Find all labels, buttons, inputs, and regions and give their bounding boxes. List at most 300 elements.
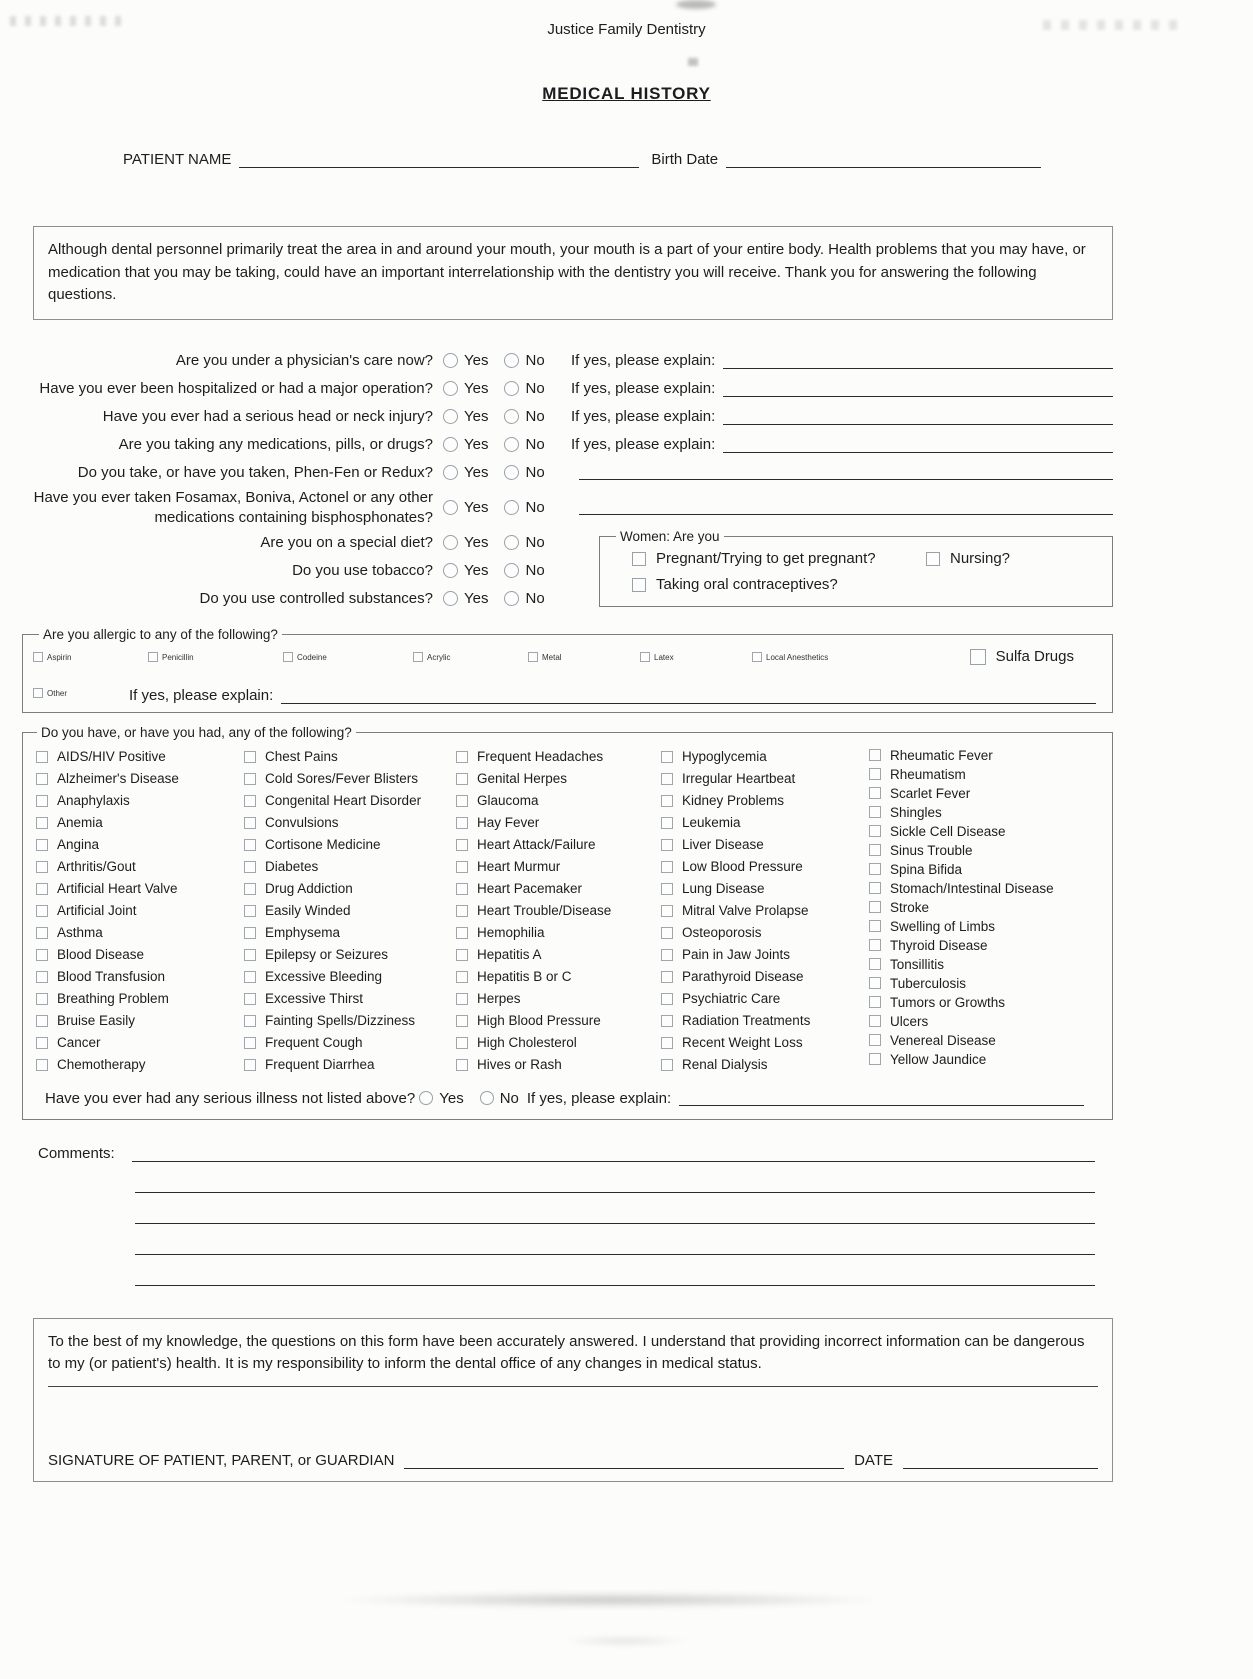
question-row bbox=[28, 347, 1113, 375]
condition-checkbox[interactable] bbox=[456, 883, 468, 895]
allergy-option bbox=[148, 652, 283, 662]
condition-option bbox=[869, 898, 1104, 917]
condition-option bbox=[661, 1054, 869, 1076]
comments-head bbox=[38, 1142, 1095, 1162]
condition-option bbox=[36, 790, 244, 812]
women-options bbox=[610, 546, 1102, 598]
condition-option bbox=[661, 1032, 869, 1054]
condition-option bbox=[36, 834, 244, 856]
condition-option bbox=[661, 900, 869, 922]
condition-option bbox=[36, 768, 244, 790]
condition-checkbox[interactable] bbox=[244, 971, 256, 983]
condition-option bbox=[36, 856, 244, 878]
yes-no-group bbox=[443, 408, 571, 425]
condition-option bbox=[456, 790, 661, 812]
condition-checkbox[interactable] bbox=[661, 905, 673, 917]
allergy-option-sulfa bbox=[970, 648, 1074, 665]
explain-area bbox=[571, 500, 1113, 515]
condition-checkbox[interactable] bbox=[456, 773, 468, 785]
sulfa-drugs-checkbox[interactable] bbox=[970, 649, 986, 665]
yes-radio[interactable] bbox=[443, 563, 458, 578]
yes-label: Yes bbox=[464, 562, 489, 579]
condition-label: Glaucoma bbox=[477, 793, 539, 808]
condition-option bbox=[244, 878, 456, 900]
condition-option bbox=[36, 878, 244, 900]
intro-paragraph: Although dental personnel primarily treat the area in and around your mouth, your mouth is a part of your entire body. Health problems that you may have, or medication that you may be taking, could have an important interrelationship with the dentistry you will receive. Thank you for answering the following questions. bbox=[33, 226, 1113, 320]
condition-label: Blood Disease bbox=[57, 947, 145, 962]
date-input-line[interactable] bbox=[903, 1454, 1098, 1469]
lifestyle-questions bbox=[28, 529, 573, 613]
condition-checkbox[interactable] bbox=[869, 1053, 881, 1065]
condition-checkbox[interactable] bbox=[456, 1015, 468, 1027]
condition-checkbox[interactable] bbox=[869, 1015, 881, 1027]
condition-option bbox=[869, 1050, 1104, 1069]
allergy-label: Metal bbox=[542, 652, 562, 662]
condition-option bbox=[244, 746, 456, 768]
condition-option bbox=[456, 746, 661, 768]
condition-checkbox[interactable] bbox=[869, 768, 881, 780]
condition-option bbox=[456, 878, 661, 900]
condition-option bbox=[661, 768, 869, 790]
condition-checkbox[interactable] bbox=[244, 751, 256, 763]
condition-option bbox=[456, 834, 661, 856]
explain-label: If yes, please explain: bbox=[571, 352, 716, 369]
allergy-option bbox=[528, 652, 640, 662]
explain-line[interactable] bbox=[579, 500, 1113, 515]
condition-label: Frequent Diarrhea bbox=[265, 1057, 375, 1072]
sulfa-drugs-label: Sulfa Drugs bbox=[995, 648, 1074, 665]
condition-checkbox[interactable] bbox=[456, 993, 468, 1005]
condition-checkbox[interactable] bbox=[661, 1059, 673, 1071]
yes-label: Yes bbox=[464, 499, 489, 516]
condition-label: Ulcers bbox=[890, 1013, 929, 1029]
condition-checkbox[interactable] bbox=[869, 939, 881, 951]
condition-option bbox=[869, 1012, 1104, 1031]
condition-checkbox[interactable] bbox=[869, 882, 881, 894]
yes-radio[interactable] bbox=[443, 409, 458, 424]
condition-label: AIDS/HIV Positive bbox=[57, 749, 166, 764]
women-option-label: Nursing? bbox=[950, 550, 1011, 567]
allergy-label: Latex bbox=[654, 652, 674, 662]
condition-label: Venereal Disease bbox=[890, 1032, 996, 1048]
allergy-checkbox[interactable] bbox=[413, 652, 423, 662]
condition-label: Epilepsy or Seizures bbox=[265, 947, 389, 962]
no-label: No bbox=[525, 590, 545, 607]
condition-checkbox[interactable] bbox=[661, 817, 673, 829]
question-text: Are you taking any medications, pills, or drugs? bbox=[118, 435, 433, 453]
condition-option bbox=[36, 988, 244, 1010]
condition-checkbox[interactable] bbox=[456, 1037, 468, 1049]
no-label: No bbox=[525, 436, 545, 453]
clinic-name: Justice Family Dentistry bbox=[547, 21, 706, 38]
yes-label: Yes bbox=[464, 380, 489, 397]
condition-checkbox[interactable] bbox=[244, 1059, 256, 1071]
condition-checkbox[interactable] bbox=[244, 949, 256, 961]
condition-option bbox=[661, 834, 869, 856]
condition-label: Stomach/Intestinal Disease bbox=[890, 880, 1054, 896]
condition-checkbox[interactable] bbox=[36, 905, 48, 917]
explain-line[interactable] bbox=[723, 354, 1113, 369]
condition-checkbox[interactable] bbox=[456, 927, 468, 939]
condition-checkbox[interactable] bbox=[869, 825, 881, 837]
condition-option bbox=[244, 768, 456, 790]
condition-label: Spina Bifida bbox=[890, 861, 963, 877]
allergy-label: Aspirin bbox=[47, 652, 72, 662]
condition-label: Anemia bbox=[57, 815, 103, 830]
signature-input-line[interactable] bbox=[404, 1454, 844, 1469]
comments-section bbox=[38, 1142, 1095, 1286]
no-radio[interactable] bbox=[504, 381, 519, 396]
condition-option bbox=[661, 812, 869, 834]
condition-checkbox[interactable] bbox=[869, 977, 881, 989]
condition-checkbox[interactable] bbox=[661, 949, 673, 961]
condition-label: Chemotherapy bbox=[57, 1057, 146, 1072]
no-radio[interactable] bbox=[504, 465, 519, 480]
condition-checkbox[interactable] bbox=[36, 795, 48, 807]
condition-checkbox[interactable] bbox=[244, 1037, 256, 1049]
condition-checkbox[interactable] bbox=[456, 971, 468, 983]
no-radio[interactable] bbox=[480, 1091, 494, 1105]
condition-checkbox[interactable] bbox=[869, 844, 881, 856]
birth-date-input-line[interactable] bbox=[726, 153, 1041, 168]
no-radio[interactable] bbox=[504, 409, 519, 424]
condition-checkbox[interactable] bbox=[244, 773, 256, 785]
condition-checkbox[interactable] bbox=[869, 996, 881, 1008]
question-row bbox=[28, 585, 573, 613]
condition-option bbox=[661, 746, 869, 768]
condition-checkbox[interactable] bbox=[456, 949, 468, 961]
question-row bbox=[28, 487, 1113, 529]
condition-label: Psychiatric Care bbox=[682, 991, 781, 1006]
yes-radio[interactable] bbox=[443, 465, 458, 480]
allergy-checkbox[interactable] bbox=[752, 652, 762, 662]
condition-option bbox=[456, 900, 661, 922]
allergy-label: Codeine bbox=[297, 652, 327, 662]
condition-option bbox=[244, 988, 456, 1010]
allergy-checkbox[interactable] bbox=[640, 652, 650, 662]
condition-label: Genital Herpes bbox=[477, 771, 568, 786]
explain-area bbox=[571, 408, 1113, 425]
explain-line[interactable] bbox=[723, 410, 1113, 425]
condition-checkbox[interactable] bbox=[244, 817, 256, 829]
condition-checkbox[interactable] bbox=[869, 901, 881, 913]
condition-checkbox[interactable] bbox=[661, 971, 673, 983]
allergy-explain-line[interactable] bbox=[281, 689, 1096, 704]
condition-option bbox=[244, 900, 456, 922]
condition-label: Yellow Jaundice bbox=[890, 1051, 987, 1067]
condition-label: Radiation Treatments bbox=[682, 1013, 811, 1028]
condition-checkbox[interactable] bbox=[36, 839, 48, 851]
condition-checkbox[interactable] bbox=[869, 1034, 881, 1046]
allergy-option bbox=[413, 652, 528, 662]
condition-label: Drug Addiction bbox=[265, 881, 353, 896]
certification-text: To the best of my knowledge, the questions on this form have been accurately answered. I understand that providing incorrect information can be dangerous to my (or patient's) health. It is my responsibility to inform the dental office of any changes in medical status. bbox=[48, 1332, 1085, 1372]
condition-option bbox=[456, 768, 661, 790]
condition-option bbox=[36, 900, 244, 922]
yes-no-group bbox=[419, 1090, 519, 1107]
yes-no-group bbox=[443, 352, 571, 369]
no-radio[interactable] bbox=[504, 353, 519, 368]
allergy-label: Local Anesthetics bbox=[766, 652, 829, 662]
allergy-option bbox=[283, 652, 413, 662]
conditions-column bbox=[244, 746, 456, 1076]
women-option-checkbox[interactable] bbox=[926, 552, 940, 566]
condition-label: Low Blood Pressure bbox=[682, 859, 803, 874]
explain-line[interactable] bbox=[579, 465, 1113, 480]
condition-checkbox[interactable] bbox=[869, 958, 881, 970]
condition-label: Breathing Problem bbox=[57, 991, 169, 1006]
conditions-section bbox=[22, 725, 1113, 1120]
condition-option bbox=[869, 765, 1104, 784]
condition-checkbox[interactable] bbox=[36, 993, 48, 1005]
serious-illness-row bbox=[45, 1090, 1104, 1107]
yes-no-group bbox=[443, 436, 571, 453]
condition-checkbox[interactable] bbox=[661, 1037, 673, 1049]
allergy-other-checkbox[interactable] bbox=[33, 688, 43, 698]
allergy-legend: Are you allergic to any of the following? bbox=[43, 626, 278, 642]
condition-option bbox=[456, 988, 661, 1010]
condition-checkbox[interactable] bbox=[36, 927, 48, 939]
comments-line[interactable] bbox=[135, 1224, 1095, 1255]
yes-label: Yes bbox=[464, 408, 489, 425]
no-label: No bbox=[525, 380, 545, 397]
condition-checkbox[interactable] bbox=[869, 806, 881, 818]
condition-checkbox[interactable] bbox=[36, 773, 48, 785]
question-row bbox=[28, 557, 573, 585]
condition-checkbox[interactable] bbox=[661, 751, 673, 763]
condition-checkbox[interactable] bbox=[244, 839, 256, 851]
condition-checkbox[interactable] bbox=[456, 905, 468, 917]
no-label: No bbox=[525, 464, 545, 481]
condition-checkbox[interactable] bbox=[661, 795, 673, 807]
comments-line[interactable] bbox=[135, 1193, 1095, 1224]
condition-checkbox[interactable] bbox=[869, 863, 881, 875]
no-label: No bbox=[525, 408, 545, 425]
condition-option bbox=[36, 944, 244, 966]
women-option-checkbox[interactable] bbox=[632, 552, 646, 566]
condition-option bbox=[869, 860, 1104, 879]
condition-checkbox[interactable] bbox=[36, 817, 48, 829]
condition-label: Swelling of Limbs bbox=[890, 918, 996, 934]
condition-label: Tonsillitis bbox=[890, 956, 945, 972]
condition-checkbox[interactable] bbox=[456, 839, 468, 851]
condition-checkbox[interactable] bbox=[36, 751, 48, 763]
allergy-label: Penicillin bbox=[162, 652, 194, 662]
condition-label: Hepatitis A bbox=[477, 947, 542, 962]
patient-name-label: PATIENT NAME bbox=[123, 151, 232, 168]
condition-label: Cancer bbox=[57, 1035, 101, 1050]
date-label: DATE bbox=[854, 1451, 893, 1469]
condition-option bbox=[661, 966, 869, 988]
condition-checkbox[interactable] bbox=[36, 1015, 48, 1027]
condition-label: Chest Pains bbox=[265, 749, 338, 764]
women-legend: Women: Are you bbox=[620, 528, 720, 544]
no-radio[interactable] bbox=[504, 591, 519, 606]
condition-option bbox=[456, 1032, 661, 1054]
condition-option bbox=[36, 1010, 244, 1032]
question-text: Are you under a physician's care now? bbox=[175, 351, 433, 369]
conditions-grid bbox=[31, 746, 1104, 1076]
yes-radio[interactable] bbox=[419, 1091, 433, 1105]
condition-label: Scarlet Fever bbox=[890, 785, 971, 801]
question-text: Have you ever had a serious head or neck injury? bbox=[102, 407, 433, 425]
condition-checkbox[interactable] bbox=[661, 861, 673, 873]
condition-checkbox[interactable] bbox=[244, 795, 256, 807]
women-option-checkbox[interactable] bbox=[632, 578, 646, 592]
condition-checkbox[interactable] bbox=[456, 751, 468, 763]
condition-checkbox[interactable] bbox=[36, 949, 48, 961]
condition-label: Asthma bbox=[57, 925, 103, 940]
yes-radio[interactable] bbox=[443, 437, 458, 452]
condition-checkbox[interactable] bbox=[244, 883, 256, 895]
condition-option bbox=[661, 944, 869, 966]
comments-line[interactable] bbox=[135, 1162, 1095, 1193]
question-text: Do you use controlled substances? bbox=[199, 589, 433, 607]
yes-radio[interactable] bbox=[443, 591, 458, 606]
patient-identity-row bbox=[123, 150, 1253, 168]
condition-label: Shingles bbox=[890, 804, 942, 820]
condition-option bbox=[869, 879, 1104, 898]
condition-label: Parathyroid Disease bbox=[682, 969, 804, 984]
patient-name-input-line[interactable] bbox=[239, 153, 639, 168]
no-radio[interactable] bbox=[504, 500, 519, 515]
condition-checkbox[interactable] bbox=[36, 1059, 48, 1071]
explain-area bbox=[571, 465, 1113, 480]
yes-no-group bbox=[443, 562, 571, 579]
question-text: Are you on a special diet? bbox=[260, 533, 433, 551]
condition-label: Easily Winded bbox=[265, 903, 351, 918]
condition-label: Heart Pacemaker bbox=[477, 881, 583, 896]
allergy-checkbox[interactable] bbox=[148, 652, 158, 662]
allergy-checkbox[interactable] bbox=[283, 652, 293, 662]
condition-label: Cold Sores/Fever Blisters bbox=[265, 771, 419, 786]
condition-checkbox[interactable] bbox=[661, 883, 673, 895]
condition-label: Rheumatism bbox=[890, 766, 966, 782]
condition-checkbox[interactable] bbox=[661, 1015, 673, 1027]
women-row bbox=[610, 572, 1102, 598]
condition-checkbox[interactable] bbox=[36, 861, 48, 873]
condition-checkbox[interactable] bbox=[244, 1015, 256, 1027]
condition-option bbox=[661, 988, 869, 1010]
yes-no-group bbox=[443, 380, 571, 397]
condition-label: Fainting Spells/Dizziness bbox=[265, 1013, 416, 1028]
no-radio[interactable] bbox=[504, 563, 519, 578]
allergy-label: Acrylic bbox=[427, 652, 451, 662]
explain-line[interactable] bbox=[723, 438, 1113, 453]
condition-checkbox[interactable] bbox=[661, 993, 673, 1005]
comments-line[interactable] bbox=[132, 1147, 1095, 1162]
allergy-checkbox[interactable] bbox=[33, 652, 43, 662]
no-radio[interactable] bbox=[504, 437, 519, 452]
women-option bbox=[926, 550, 1010, 567]
condition-option bbox=[456, 856, 661, 878]
scan-artifact bbox=[560, 1636, 690, 1646]
allergy-checkbox[interactable] bbox=[528, 652, 538, 662]
condition-option bbox=[244, 790, 456, 812]
condition-label: Blood Transfusion bbox=[57, 969, 166, 984]
condition-option bbox=[869, 993, 1104, 1012]
condition-checkbox[interactable] bbox=[36, 971, 48, 983]
explain-area bbox=[571, 436, 1113, 453]
condition-checkbox[interactable] bbox=[661, 839, 673, 851]
condition-checkbox[interactable] bbox=[244, 905, 256, 917]
condition-checkbox[interactable] bbox=[869, 787, 881, 799]
condition-checkbox[interactable] bbox=[36, 1037, 48, 1049]
condition-option bbox=[456, 966, 661, 988]
allergy-explain-label: If yes, please explain: bbox=[129, 686, 274, 704]
condition-label: Hepatitis B or C bbox=[477, 969, 572, 984]
condition-option bbox=[869, 917, 1104, 936]
yes-radio[interactable] bbox=[443, 500, 458, 515]
serious-explain-label: If yes, please explain: bbox=[526, 1089, 672, 1107]
condition-option bbox=[244, 966, 456, 988]
explain-area bbox=[571, 380, 1113, 397]
condition-option bbox=[244, 922, 456, 944]
condition-checkbox[interactable] bbox=[869, 920, 881, 932]
condition-checkbox[interactable] bbox=[244, 993, 256, 1005]
question-row bbox=[28, 403, 1113, 431]
condition-option bbox=[661, 878, 869, 900]
condition-label: Excessive Thirst bbox=[265, 991, 364, 1006]
condition-checkbox[interactable] bbox=[244, 927, 256, 939]
condition-label: Anaphylaxis bbox=[57, 793, 130, 808]
no-label: No bbox=[525, 534, 545, 551]
allergy-section bbox=[22, 627, 1113, 713]
question-row bbox=[28, 529, 573, 557]
scan-artifact bbox=[330, 1592, 890, 1608]
condition-checkbox[interactable] bbox=[244, 861, 256, 873]
condition-checkbox[interactable] bbox=[456, 817, 468, 829]
women-option bbox=[632, 550, 926, 567]
yes-label: Yes bbox=[464, 436, 489, 453]
condition-label: Recent Weight Loss bbox=[682, 1035, 803, 1050]
condition-checkbox[interactable] bbox=[36, 883, 48, 895]
condition-checkbox[interactable] bbox=[456, 1059, 468, 1071]
yes-label: Yes bbox=[464, 590, 489, 607]
yes-radio[interactable] bbox=[443, 381, 458, 396]
no-radio[interactable] bbox=[504, 535, 519, 550]
condition-option bbox=[456, 812, 661, 834]
condition-checkbox[interactable] bbox=[661, 773, 673, 785]
questions-bottom-section bbox=[28, 529, 1113, 613]
condition-option bbox=[36, 1054, 244, 1076]
questions-section bbox=[28, 347, 1113, 529]
question-row bbox=[28, 431, 1113, 459]
condition-option bbox=[661, 856, 869, 878]
conditions-column bbox=[36, 746, 244, 1076]
condition-label: Tuberculosis bbox=[890, 975, 967, 991]
comments-line[interactable] bbox=[135, 1255, 1095, 1286]
women-option-label: Taking oral contraceptives? bbox=[656, 576, 838, 593]
condition-checkbox[interactable] bbox=[869, 749, 881, 761]
yes-radio[interactable] bbox=[443, 353, 458, 368]
allergy-option bbox=[33, 652, 148, 662]
condition-label: Pain in Jaw Joints bbox=[682, 947, 791, 962]
condition-checkbox[interactable] bbox=[661, 927, 673, 939]
condition-checkbox[interactable] bbox=[456, 861, 468, 873]
comments-label: Comments: bbox=[38, 1144, 115, 1162]
explain-label: If yes, please explain: bbox=[571, 380, 716, 397]
condition-checkbox[interactable] bbox=[456, 795, 468, 807]
condition-label: Alzheimer's Disease bbox=[57, 771, 179, 786]
condition-label: Congenital Heart Disorder bbox=[265, 793, 422, 808]
condition-option bbox=[661, 790, 869, 812]
condition-label: Liver Disease bbox=[682, 837, 764, 852]
condition-option bbox=[36, 966, 244, 988]
serious-explain-line[interactable] bbox=[679, 1091, 1084, 1106]
yes-radio[interactable] bbox=[443, 535, 458, 550]
explain-line[interactable] bbox=[723, 382, 1113, 397]
